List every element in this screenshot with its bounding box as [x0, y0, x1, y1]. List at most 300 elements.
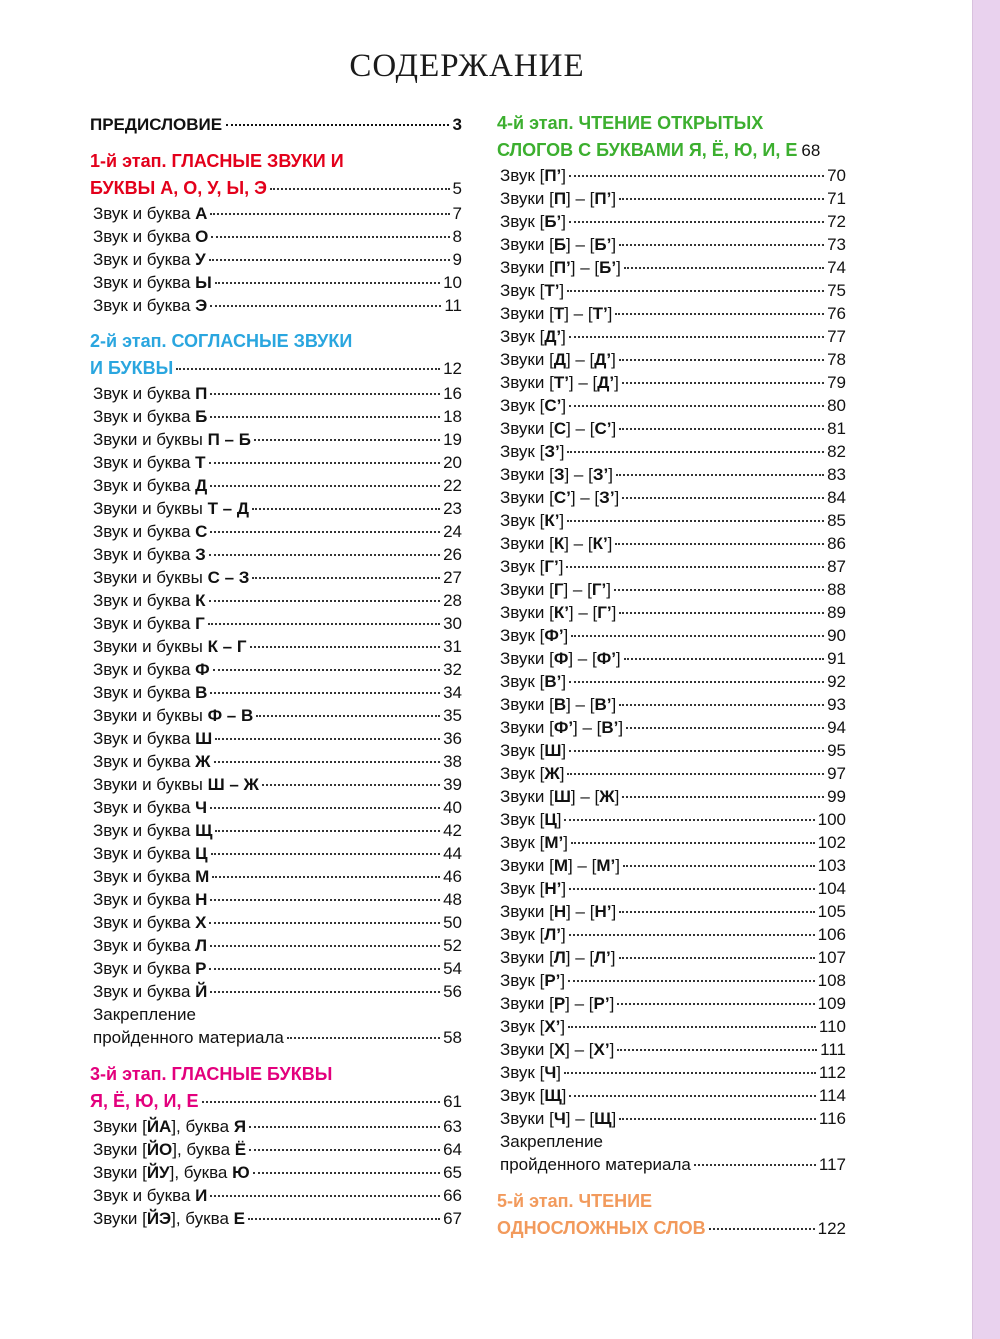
entry-page: 114	[818, 1086, 846, 1105]
toc-entry[interactable]	[497, 555, 846, 578]
entry-label	[93, 520, 207, 543]
toc-entry[interactable]	[90, 1138, 462, 1161]
entry-label	[500, 302, 612, 325]
toc-entry[interactable]	[497, 371, 846, 394]
stage2-heading[interactable]	[90, 328, 462, 382]
entry-label	[500, 923, 566, 946]
entry-text: Звук и буква	[93, 1186, 196, 1205]
toc-entry[interactable]	[497, 532, 846, 555]
entry-text: Звук [	[500, 925, 545, 944]
stage2-title-line2: И БУКВЫ	[90, 358, 174, 378]
entry-letter: И	[195, 1186, 208, 1205]
leader-dots	[262, 784, 440, 786]
leader-dots	[569, 405, 824, 407]
entry-label	[500, 946, 616, 969]
entry-letter: Ч	[544, 1063, 557, 1082]
entry-page: 52	[443, 936, 462, 955]
toc-entry[interactable]	[497, 417, 846, 440]
toc-entry[interactable]	[90, 1207, 462, 1230]
leader-dots	[210, 991, 440, 993]
leader-dots	[564, 819, 814, 821]
leader-dots	[569, 888, 815, 890]
toc-entry[interactable]	[90, 405, 462, 428]
entry-page: 35	[443, 706, 462, 725]
toc-entry[interactable]	[90, 1184, 462, 1207]
stage4-title-line2: СЛОГОВ С БУКВАМИ Я, Ё, Ю, И, Е	[497, 140, 798, 160]
toc-entry[interactable]	[497, 762, 846, 785]
toc-entry[interactable]	[90, 543, 462, 566]
entry-text: ] – [	[564, 304, 593, 323]
toc-entry[interactable]	[90, 934, 462, 957]
entry-page: 28	[443, 591, 462, 610]
stage2-review-entry[interactable]	[90, 1026, 462, 1049]
entry-page: 44	[443, 844, 462, 863]
entry-letter: К’	[544, 511, 560, 530]
entry-letter: Р	[195, 959, 207, 978]
leader-dots	[566, 566, 824, 568]
entry-text: Звук и буква	[93, 522, 196, 541]
entry-page: 64	[443, 1140, 462, 1159]
entry-letter: С	[195, 522, 208, 541]
leader-dots	[622, 497, 824, 499]
toc-entry[interactable]	[497, 302, 846, 325]
entry-letter: Б’	[599, 258, 617, 277]
entry-text: ]	[611, 902, 617, 921]
entry-letter: К – Г	[207, 637, 247, 656]
entry-letter: Щ	[195, 821, 213, 840]
toc-entry[interactable]	[90, 888, 462, 911]
stage1-list	[90, 202, 462, 317]
entry-text: Звук [	[500, 1017, 545, 1036]
entry-text: Звук [	[500, 1086, 545, 1105]
entry-letter: Ч	[553, 1109, 566, 1128]
entry-text: Звуки и буквы	[93, 706, 208, 725]
entry-text: ]	[614, 488, 620, 507]
stage5-heading[interactable]	[497, 1188, 846, 1242]
toc-entry[interactable]	[497, 279, 846, 302]
entry-page: 110	[818, 1017, 846, 1036]
entry-page: 40	[443, 798, 462, 817]
toc-entry[interactable]	[90, 589, 462, 612]
toc-entry[interactable]	[90, 704, 462, 727]
entry-letter: С’	[594, 419, 612, 438]
leader-dots	[694, 1164, 816, 1166]
toc-entry[interactable]	[497, 831, 846, 854]
entry-text: Звук и буква	[93, 545, 196, 564]
entry-page: 48	[443, 890, 462, 909]
toc-entry[interactable]	[90, 248, 462, 271]
entry-label	[93, 428, 251, 451]
entry-text: ]	[559, 442, 565, 461]
leader-dots	[619, 359, 824, 361]
leader-dots	[212, 876, 440, 878]
leader-dots	[567, 520, 824, 522]
entry-letter: В	[195, 683, 208, 702]
toc-entry[interactable]	[497, 1015, 846, 1038]
entry-label	[93, 474, 207, 497]
toc-entry[interactable]	[90, 635, 462, 658]
leader-dots	[567, 451, 824, 453]
entry-label	[500, 578, 611, 601]
entry-letter: Ф’	[553, 718, 574, 737]
stage2-review-line1[interactable]: Закрепление	[93, 1005, 196, 1024]
leader-dots	[569, 750, 824, 752]
entry-text: Звуки [	[500, 695, 554, 714]
toc-entry[interactable]	[497, 210, 846, 233]
toc-entry[interactable]	[497, 1084, 846, 1107]
entry-page: 83	[827, 465, 846, 484]
entry-text: Звуки [	[500, 1109, 554, 1128]
entry-letter: Ч	[195, 798, 208, 817]
entry-page: 56	[443, 982, 462, 1001]
leader-dots	[202, 1101, 441, 1103]
toc-entry[interactable]	[497, 923, 846, 946]
toc-entry[interactable]	[90, 1161, 462, 1184]
entry-text: ]	[609, 994, 615, 1013]
entry-page: 10	[443, 273, 462, 292]
entry-text: Звук [	[500, 212, 545, 231]
entry-text: ] – [	[568, 603, 598, 622]
entry-page: 116	[818, 1109, 846, 1128]
entry-letter: У	[195, 250, 206, 269]
stage4-review-line1[interactable]: Закрепление	[500, 1132, 603, 1151]
stage1-page: 5	[452, 179, 462, 198]
toc-entry[interactable]	[497, 808, 846, 831]
stage2-review-page: 58	[443, 1028, 462, 1047]
toc-entry[interactable]	[497, 463, 846, 486]
entry-label	[500, 785, 619, 808]
entry-letter: Ж	[544, 764, 560, 783]
toc-entry[interactable]	[497, 854, 846, 877]
entry-text: Звуки [	[500, 419, 554, 438]
leader-dots	[211, 236, 449, 238]
leader-dots	[619, 428, 824, 430]
entry-page: 73	[827, 235, 846, 254]
toc-entry[interactable]	[497, 670, 846, 693]
entry-label	[500, 210, 566, 233]
toc-entry[interactable]	[90, 1115, 462, 1138]
toc-entry[interactable]	[497, 900, 846, 923]
entry-text: Звук [	[500, 879, 545, 898]
entry-page: 89	[827, 603, 846, 622]
toc-entry[interactable]	[90, 271, 462, 294]
entry-label	[500, 1107, 616, 1130]
right-column	[497, 110, 846, 1242]
toc-entry[interactable]	[90, 750, 462, 773]
toc-entry[interactable]	[90, 520, 462, 543]
toc-entry[interactable]	[497, 1107, 846, 1130]
entry-label	[500, 164, 566, 187]
entry-letter: ЙО	[146, 1140, 173, 1159]
entry-text: ]	[560, 1017, 566, 1036]
entry-text: Звуки [	[500, 718, 554, 737]
entry-letter: Г’	[544, 557, 559, 576]
entry-page: 82	[827, 442, 846, 461]
leader-dots	[176, 368, 440, 370]
toc-entry[interactable]	[497, 486, 846, 509]
leader-dots	[567, 773, 824, 775]
entry-text: ]	[561, 672, 567, 691]
leader-dots	[567, 290, 824, 292]
entry-label	[500, 279, 564, 302]
entry-label	[500, 233, 616, 256]
entry-page: 36	[443, 729, 462, 748]
leader-dots	[568, 980, 815, 982]
toc-entry[interactable]	[497, 233, 846, 256]
entry-label	[500, 1038, 614, 1061]
toc-entry[interactable]	[90, 382, 462, 405]
entry-letter: Х’	[593, 1040, 610, 1059]
entry-text: Звук и буква	[93, 660, 196, 679]
stage2-list	[90, 382, 462, 1003]
toc-entry[interactable]	[90, 727, 462, 750]
toc-entry[interactable]	[90, 497, 462, 520]
entry-label	[500, 716, 623, 739]
toc-entry[interactable]	[90, 566, 462, 589]
toc-entry[interactable]	[90, 957, 462, 980]
leader-dots	[622, 796, 824, 798]
entry-text: ], буква	[169, 1163, 233, 1182]
entry-text: Звук и буква	[93, 250, 196, 269]
entry-letter: П’	[553, 258, 571, 277]
entry-page: 50	[443, 913, 462, 932]
entry-letter: Д	[195, 476, 208, 495]
entry-page: 78	[827, 350, 846, 369]
entry-letter: П	[553, 189, 567, 208]
entry-text: Звуки [	[500, 465, 554, 484]
entry-text: Звук [	[500, 511, 545, 530]
entry-page: 32	[443, 660, 462, 679]
entry-page: 80	[827, 396, 846, 415]
leader-dots	[619, 957, 815, 959]
leader-dots	[616, 474, 824, 476]
entry-text: Звук [	[500, 741, 545, 760]
toc-entry[interactable]	[497, 693, 846, 716]
entry-label	[93, 382, 207, 405]
entry-text: Звуки [	[500, 189, 554, 208]
entry-text: ]	[560, 925, 566, 944]
entry-letter: Р’	[544, 971, 561, 990]
toc-entry[interactable]	[90, 681, 462, 704]
leader-dots	[564, 1072, 816, 1074]
entry-page: 34	[443, 683, 462, 702]
entry-text: ] – [	[570, 787, 600, 806]
preface-label: ПРЕДИСЛОВИЕ	[90, 115, 223, 134]
entry-letter: Н’	[544, 879, 562, 898]
entry-text: Звуки и буквы	[93, 568, 208, 587]
entry-label	[500, 601, 616, 624]
entry-page: 38	[443, 752, 462, 771]
entry-page: 30	[443, 614, 462, 633]
entry-letter: С	[553, 419, 567, 438]
entry-text: Звук и буква	[93, 591, 196, 610]
entry-text: Звук и буква	[93, 936, 196, 955]
entry-page: 95	[827, 741, 846, 760]
entry-label	[93, 658, 210, 681]
entry-page: 75	[827, 281, 846, 300]
toc-entry[interactable]	[497, 716, 846, 739]
entry-text: Звуки [	[500, 373, 554, 392]
toc-entry[interactable]	[497, 164, 846, 187]
toc-entry[interactable]	[90, 865, 462, 888]
toc-entry[interactable]	[90, 773, 462, 796]
entry-text: Звуки [	[93, 1163, 147, 1182]
entry-page: 91	[827, 649, 846, 668]
preface-entry[interactable]	[90, 112, 462, 138]
entry-text: ] – [	[564, 534, 593, 553]
entry-letter: Ф’	[544, 626, 564, 645]
toc-entry[interactable]	[497, 739, 846, 762]
leader-dots	[215, 738, 440, 740]
toc-entry[interactable]	[497, 187, 846, 210]
entry-text: ]	[610, 948, 616, 967]
entry-page: 86	[827, 534, 846, 553]
entry-page: 112	[818, 1063, 846, 1082]
toc-entry[interactable]	[90, 225, 462, 248]
stage4-review-entry[interactable]	[497, 1153, 846, 1176]
stage4-review-line2: пройденного материала	[500, 1155, 691, 1174]
entry-text: ]	[608, 465, 613, 484]
stage4-heading[interactable]	[497, 110, 846, 164]
stage1-heading[interactable]	[90, 148, 462, 202]
entry-page: 100	[817, 810, 846, 829]
entry-page: 66	[443, 1186, 462, 1205]
toc-entry[interactable]	[497, 394, 846, 417]
entry-letter: Ц	[544, 810, 557, 829]
entry-page: 24	[443, 522, 462, 541]
toc-entry[interactable]	[90, 658, 462, 681]
entry-text: ]	[607, 304, 613, 323]
entry-text: Звуки [	[93, 1140, 147, 1159]
leader-dots	[569, 681, 824, 683]
entry-page: 104	[817, 879, 846, 898]
toc-entry[interactable]	[497, 624, 846, 647]
leader-dots	[210, 416, 440, 418]
toc-entry[interactable]	[497, 969, 846, 992]
entry-letter: К	[195, 591, 206, 610]
entry-letter: Щ	[544, 1086, 562, 1105]
stage4-list	[497, 164, 846, 1130]
leader-dots	[622, 382, 824, 384]
entry-letter: З	[553, 465, 565, 484]
entry-text: ]	[559, 511, 565, 530]
toc-entry[interactable]	[497, 348, 846, 371]
toc-entry[interactable]	[497, 647, 846, 670]
entry-text: ]	[611, 419, 617, 438]
entry-letter: Г	[195, 614, 205, 633]
entry-text: Звук [	[500, 281, 545, 300]
toc-entry[interactable]	[497, 785, 846, 808]
leader-dots	[568, 1026, 816, 1028]
leader-dots	[619, 911, 814, 913]
entry-letter: Л’	[544, 925, 561, 944]
entry-page: 77	[827, 327, 846, 346]
entry-letter: ЙЭ	[146, 1209, 172, 1228]
toc-entry[interactable]	[90, 842, 462, 865]
entry-letter: С – З	[207, 568, 250, 587]
entry-label	[500, 1015, 565, 1038]
leader-dots	[615, 313, 824, 315]
entry-letter: Н	[553, 902, 567, 921]
entry-letter: Б’	[594, 235, 612, 254]
entry-label	[93, 750, 211, 773]
leader-dots	[571, 635, 824, 637]
toc-entry[interactable]	[90, 428, 462, 451]
leader-dots	[270, 188, 450, 190]
toc-entry[interactable]	[90, 819, 462, 842]
entry-label	[93, 796, 207, 819]
entry-letter: ЙА	[146, 1117, 172, 1136]
toc-entry[interactable]	[497, 601, 846, 624]
entry-text: ]	[556, 810, 562, 829]
entry-letter: К	[553, 534, 565, 553]
toc-entry[interactable]	[497, 992, 846, 1015]
toc-entry[interactable]	[90, 796, 462, 819]
toc-entry[interactable]	[497, 578, 846, 601]
toc-entry[interactable]	[497, 509, 846, 532]
toc-entry[interactable]	[90, 202, 462, 225]
entry-letter: М’	[596, 856, 616, 875]
toc-entry[interactable]	[90, 612, 462, 635]
entry-text: ]	[611, 189, 617, 208]
entry-text: Звук и буква	[93, 614, 196, 633]
leader-dots	[619, 612, 824, 614]
stage3-heading[interactable]	[90, 1061, 462, 1115]
toc-entry[interactable]	[90, 911, 462, 934]
toc-entry[interactable]	[90, 294, 462, 317]
leader-dots	[614, 589, 824, 591]
toc-entry[interactable]	[497, 1061, 846, 1084]
entry-page: 99	[827, 787, 846, 806]
leader-dots	[214, 761, 441, 763]
entry-text: Звук и буква	[93, 453, 196, 472]
toc-entry[interactable]	[497, 440, 846, 463]
toc-entry[interactable]	[497, 256, 846, 279]
toc-entry[interactable]	[90, 474, 462, 497]
toc-entry[interactable]	[90, 451, 462, 474]
toc-entry[interactable]	[497, 1038, 846, 1061]
toc-entry[interactable]	[90, 980, 462, 1003]
entry-letter: С’	[544, 396, 562, 415]
leader-dots	[250, 646, 441, 648]
preface-page: 3	[452, 115, 462, 134]
entry-page: 90	[827, 626, 846, 645]
entry-letter: ЙУ	[146, 1163, 170, 1182]
toc-entry[interactable]	[497, 946, 846, 969]
entry-letter: Д	[553, 350, 566, 369]
entry-label	[93, 202, 207, 225]
leader-dots	[624, 267, 824, 269]
leader-dots	[210, 485, 440, 487]
entry-page: 81	[827, 419, 846, 438]
leader-dots	[624, 658, 824, 660]
entry-letter: О	[195, 227, 209, 246]
entry-text: Звук и буква	[93, 476, 196, 495]
stage3-title-line1: 3-й этап. ГЛАСНЫЕ БУКВЫ	[90, 1064, 333, 1084]
toc-entry[interactable]	[497, 325, 846, 348]
entry-text: Звук [	[500, 396, 545, 415]
entry-text: ]	[615, 856, 620, 875]
entry-text: ] – [	[563, 580, 592, 599]
entry-text: Звук и буква	[93, 273, 196, 292]
entry-letter: З’	[599, 488, 615, 507]
entry-page: 79	[827, 373, 846, 392]
toc-entry[interactable]	[497, 877, 846, 900]
entry-text: Звук и буква	[93, 982, 196, 1001]
entry-label	[93, 225, 208, 248]
leader-dots	[209, 259, 450, 261]
entry-text: Звук [	[500, 442, 545, 461]
